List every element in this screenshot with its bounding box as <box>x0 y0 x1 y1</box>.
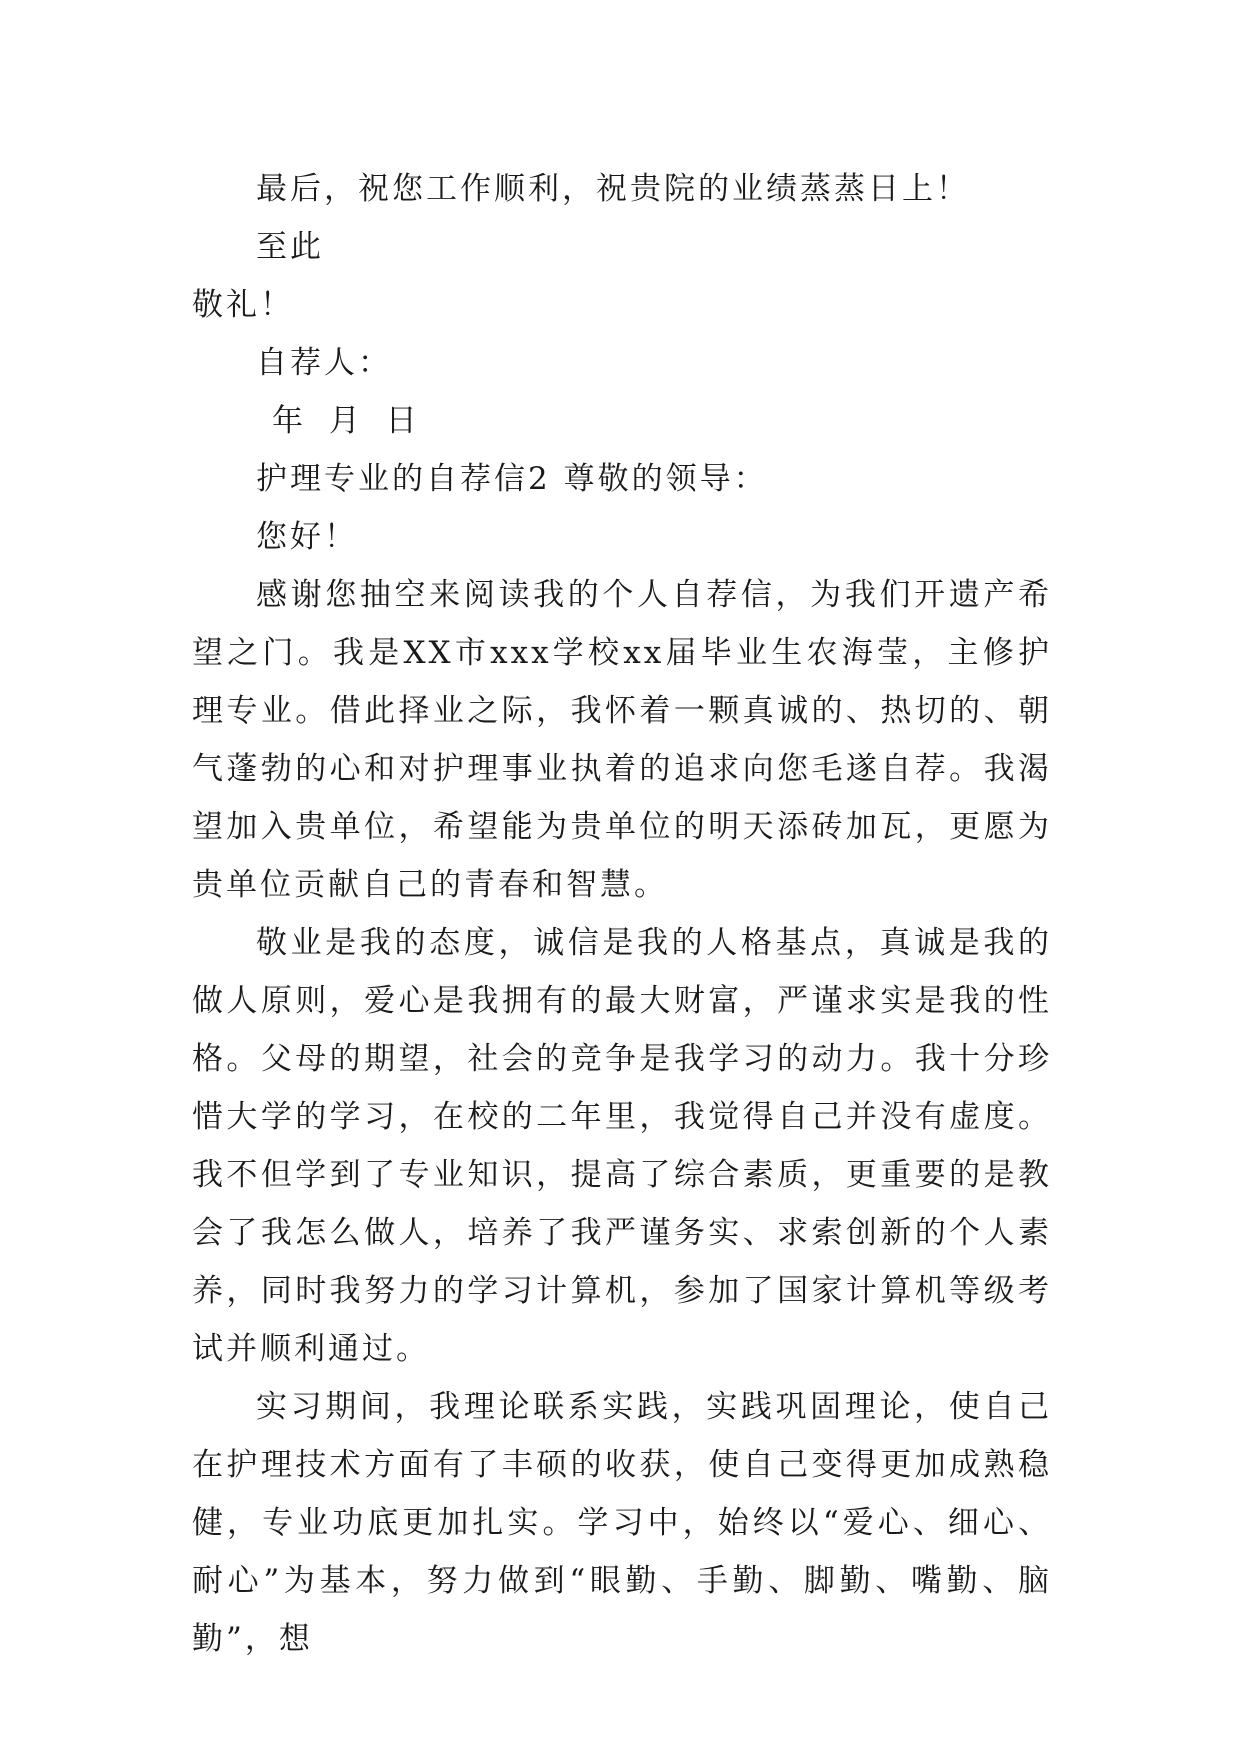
closing-phrase: 至此 <box>256 229 324 265</box>
closing-wish: 最后，祝您工作顺利，祝贵院的业绩蒸蒸日上！ <box>256 171 970 207</box>
paragraph-internship: 实习期间，我理论联系实践，实践巩固理论，使自己在护理技术方面有了丰硕的收获，使自己变得更加成熟稳健，专业功底更加扎实。学习中，始终以“爱心、细心、耐心”为基本，努力做到“眼勤、手勤、脚勤、嘴勤、脑勤”，想 <box>192 1389 1052 1657</box>
date-line: 年 月 日 <box>272 403 420 439</box>
signature-label: 自荐人： <box>256 345 392 381</box>
paragraph-intro: 感谢您抽空来阅读我的个人自荐信，为我们开遗产希望之门。我是XX市xxx学校xx届毕业生农海莹，主修护理专业。借此择业之际，我怀着一颗真诚的、热切的、朝气蓬勃的心和对护理事业执着的追求向您毛遂自荐。我渴望加入贵单位，希望能为贵单位的明天添砖加瓦，更愿为贵单位贡献自己的青春和智慧。 <box>192 577 1052 903</box>
letter-body <box>192 160 1052 1668</box>
letter-title-salutation: 护理专业的自荐信2 尊敬的领导： <box>256 461 768 497</box>
paragraph-character: 敬业是我的态度，诚信是我的人格基点，真诚是我的做人原则，爱心是我拥有的最大财富，严谨求实是我的性格。父母的期望，社会的竞争是我学习的动力。我十分珍惜大学的学习，在校的二年里，我觉得自己并没有虚度。我不但学到了专业知识，提高了综合素质，更重要的是教会了我怎么做人，培养了我严谨务实、求索创新的个人素养，同时我努力的学习计算机，参加了国家计算机等级考试并顺利通过。 <box>192 925 1052 1367</box>
salute: 敬礼！ <box>192 287 294 323</box>
greeting: 您好！ <box>256 519 358 555</box>
